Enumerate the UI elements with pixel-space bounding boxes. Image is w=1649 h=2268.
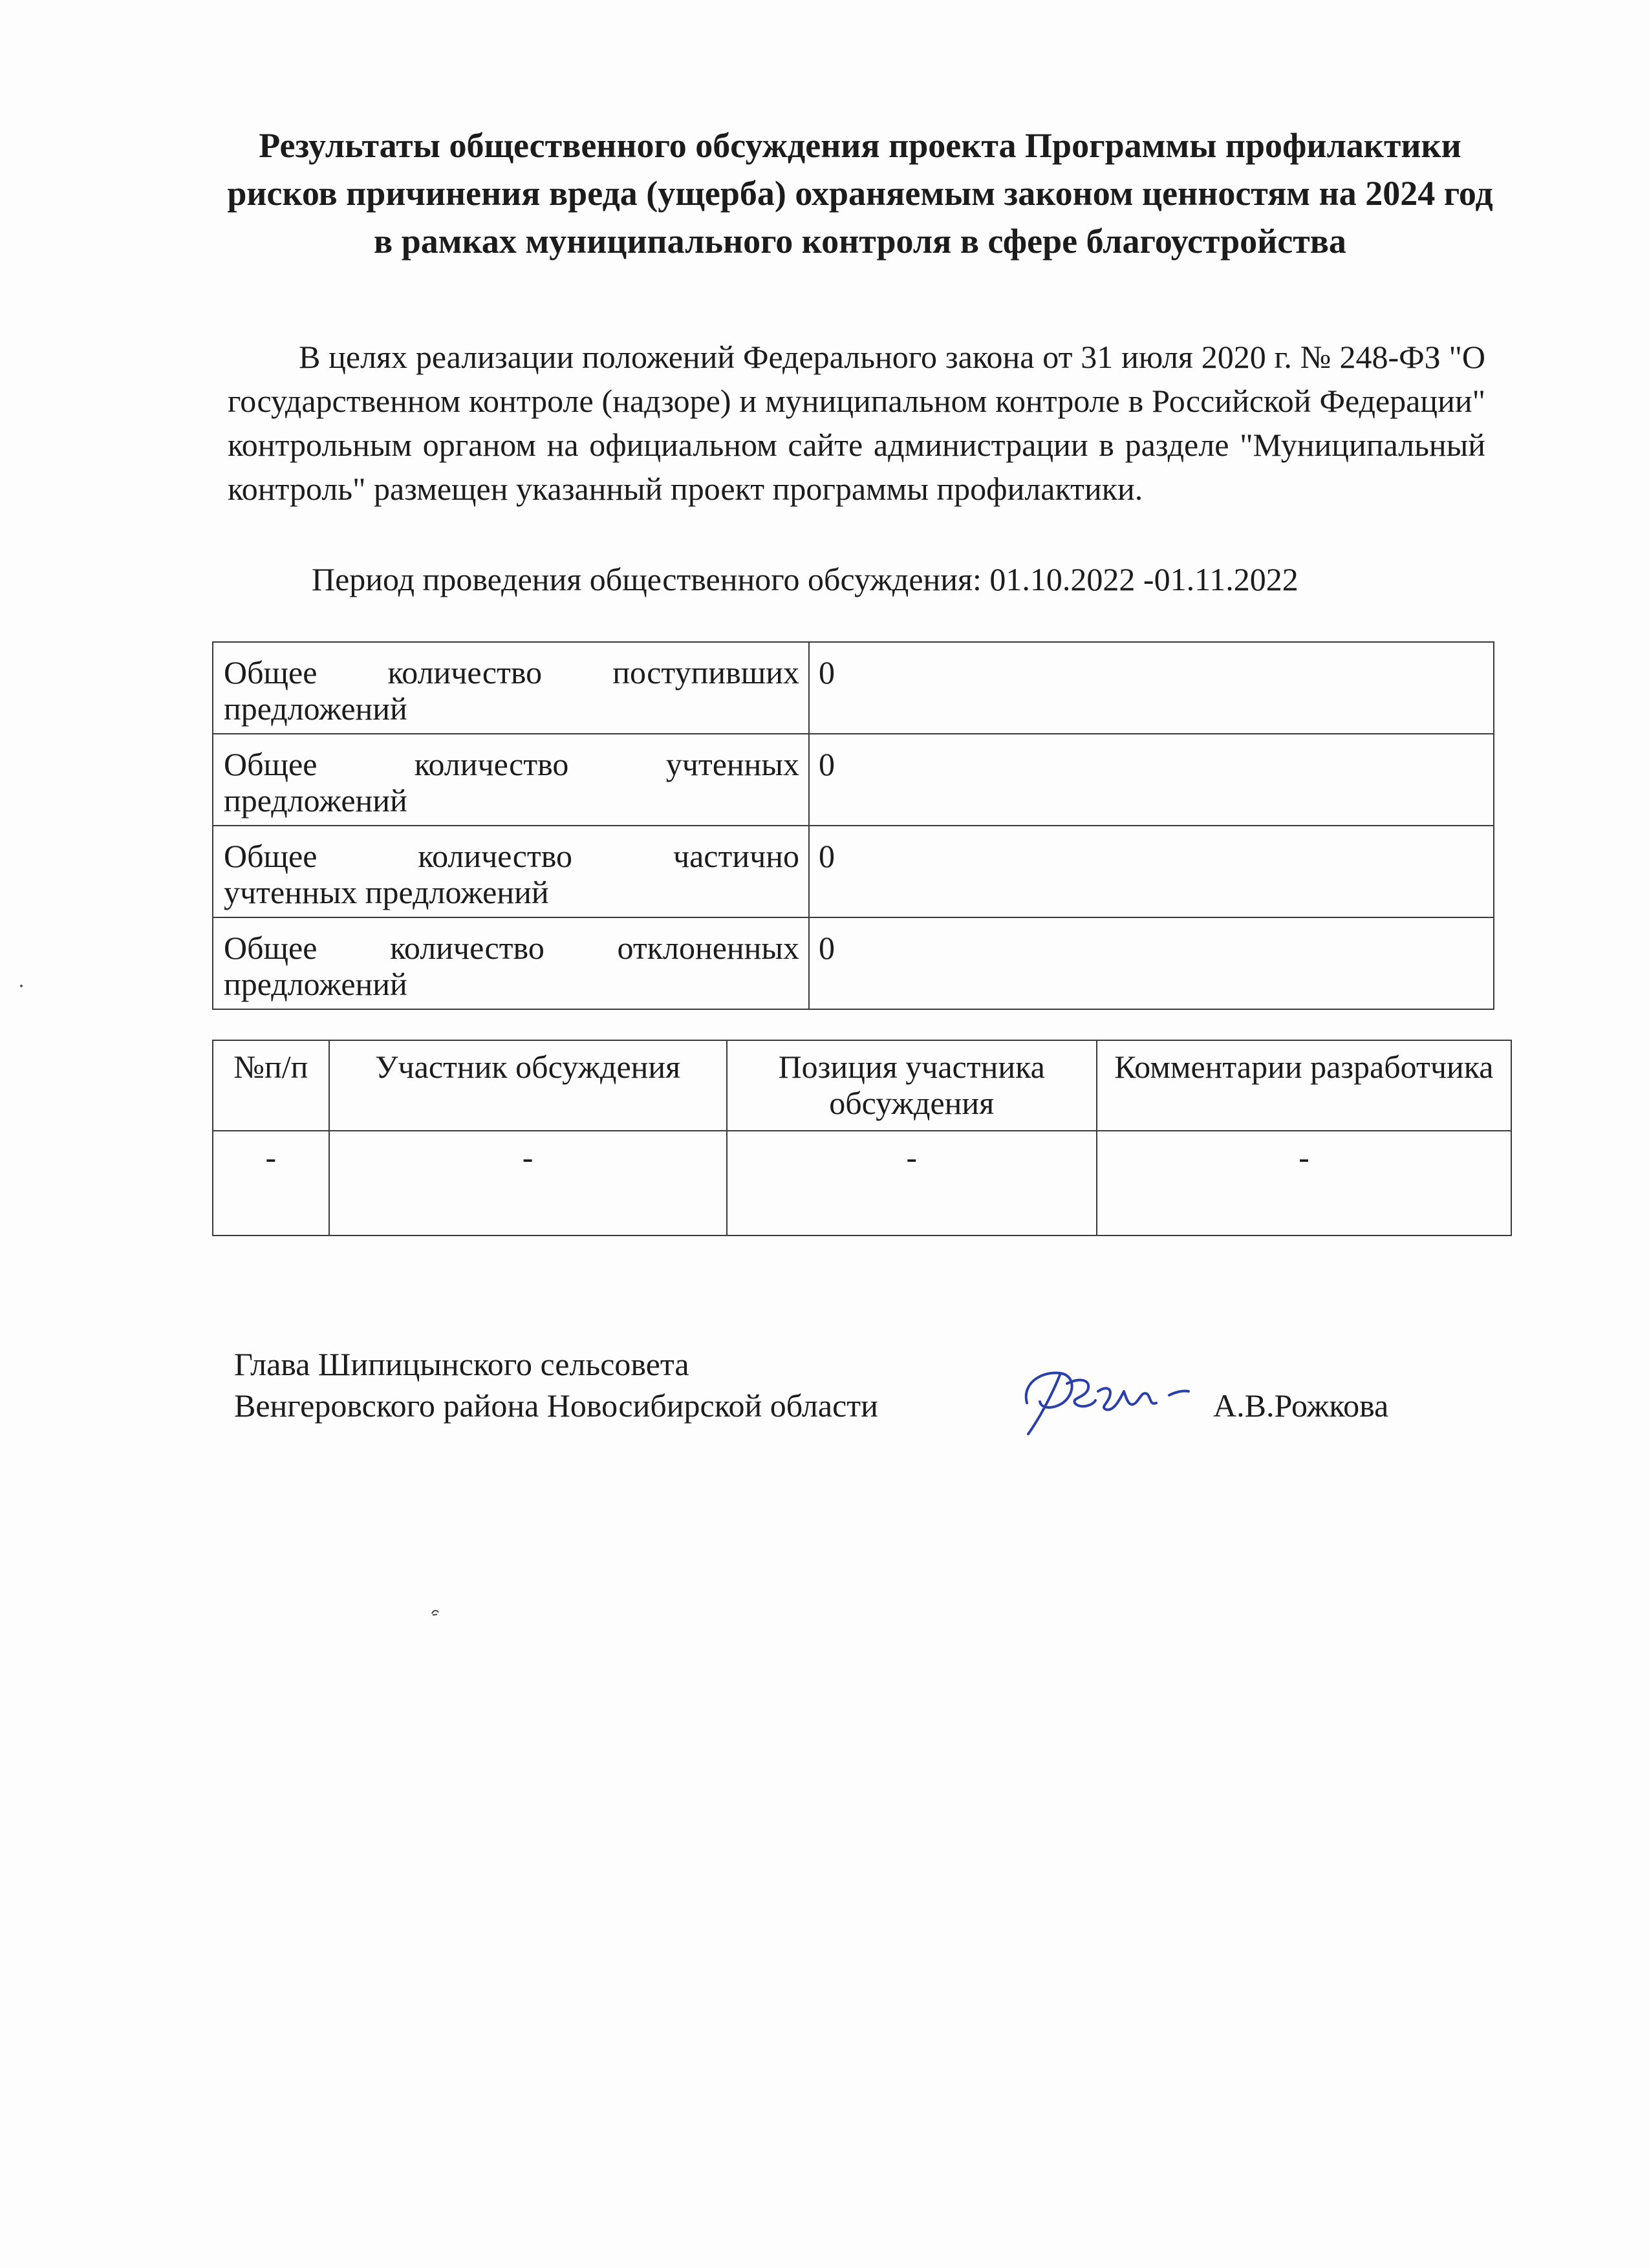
header-position: Позиция участника обсуждения	[727, 1040, 1097, 1131]
cell-position: -	[727, 1131, 1097, 1236]
proposals-stats-table	[212, 641, 1494, 1010]
stats-label	[213, 734, 809, 826]
stats-value: 0	[809, 917, 1494, 1009]
header-number: №п/п	[213, 1040, 329, 1131]
stats-row	[213, 826, 1494, 917]
header-participant: Участник обсуждения	[329, 1040, 727, 1131]
stats-label-line: предложений	[224, 690, 407, 727]
stats-label-line: Общее количество учтенных	[224, 746, 799, 782]
stats-label-line: Общее количество частично	[224, 838, 799, 874]
intro-paragraph: В целях реализации положений Федерального закона от 31 июля 2020 г. № 248-ФЗ "О государственном контроле (надзоре) и муниципальном контроле в Российской Федерации" контрольным органом на официальном сайте администрации в разделе "Муниципальный контроль" размещен указанный проект программы профилактики.	[228, 339, 1485, 507]
stats-label-line: предложений	[224, 966, 407, 1002]
stats-row	[213, 917, 1494, 1009]
stats-label	[213, 642, 809, 734]
signature-title-line1: Глава Шипицынского сельсовета	[234, 1346, 689, 1382]
stats-row	[213, 734, 1494, 826]
stats-label	[213, 826, 809, 917]
stats-label-line: предложений	[224, 782, 407, 818]
table-row	[213, 1131, 1511, 1236]
header-comments: Комментарии разработчика	[1097, 1040, 1511, 1131]
stats-label-line: учтенных предложений	[224, 874, 549, 910]
stats-value: 0	[809, 826, 1494, 917]
scan-speck	[19, 984, 23, 988]
signature-title	[234, 1343, 878, 1426]
handwritten-signature	[1015, 1358, 1209, 1442]
participants-table	[212, 1040, 1512, 1236]
signer-name: А.В.Рожкова	[1213, 1387, 1389, 1424]
stats-row	[213, 642, 1494, 734]
stats-label	[213, 917, 809, 1009]
discussion-period: Период проведения общественного обсуждения: 01.10.2022 -01.11.2022	[312, 561, 1299, 597]
participants-header-row	[213, 1040, 1511, 1131]
cell-participant: -	[329, 1131, 727, 1236]
cell-comments: -	[1097, 1131, 1511, 1236]
scan-speck	[431, 1609, 440, 1616]
cell-number: -	[213, 1131, 329, 1236]
stats-value: 0	[809, 734, 1494, 826]
signature-title-line2: Венгеровского района Новосибирской области	[234, 1387, 878, 1424]
stats-label-line: Общее количество поступивших	[224, 654, 799, 690]
stats-label-line: Общее количество отклоненных	[224, 930, 799, 966]
document-title: Результаты общественного обсуждения проекта Программы профилактики рисков причинения вреда (ущерба) охраняемым законом ценностям на 2024 год в рамках муниципального контроля в сфере благоустройства	[227, 126, 1493, 261]
stats-value: 0	[809, 642, 1494, 734]
